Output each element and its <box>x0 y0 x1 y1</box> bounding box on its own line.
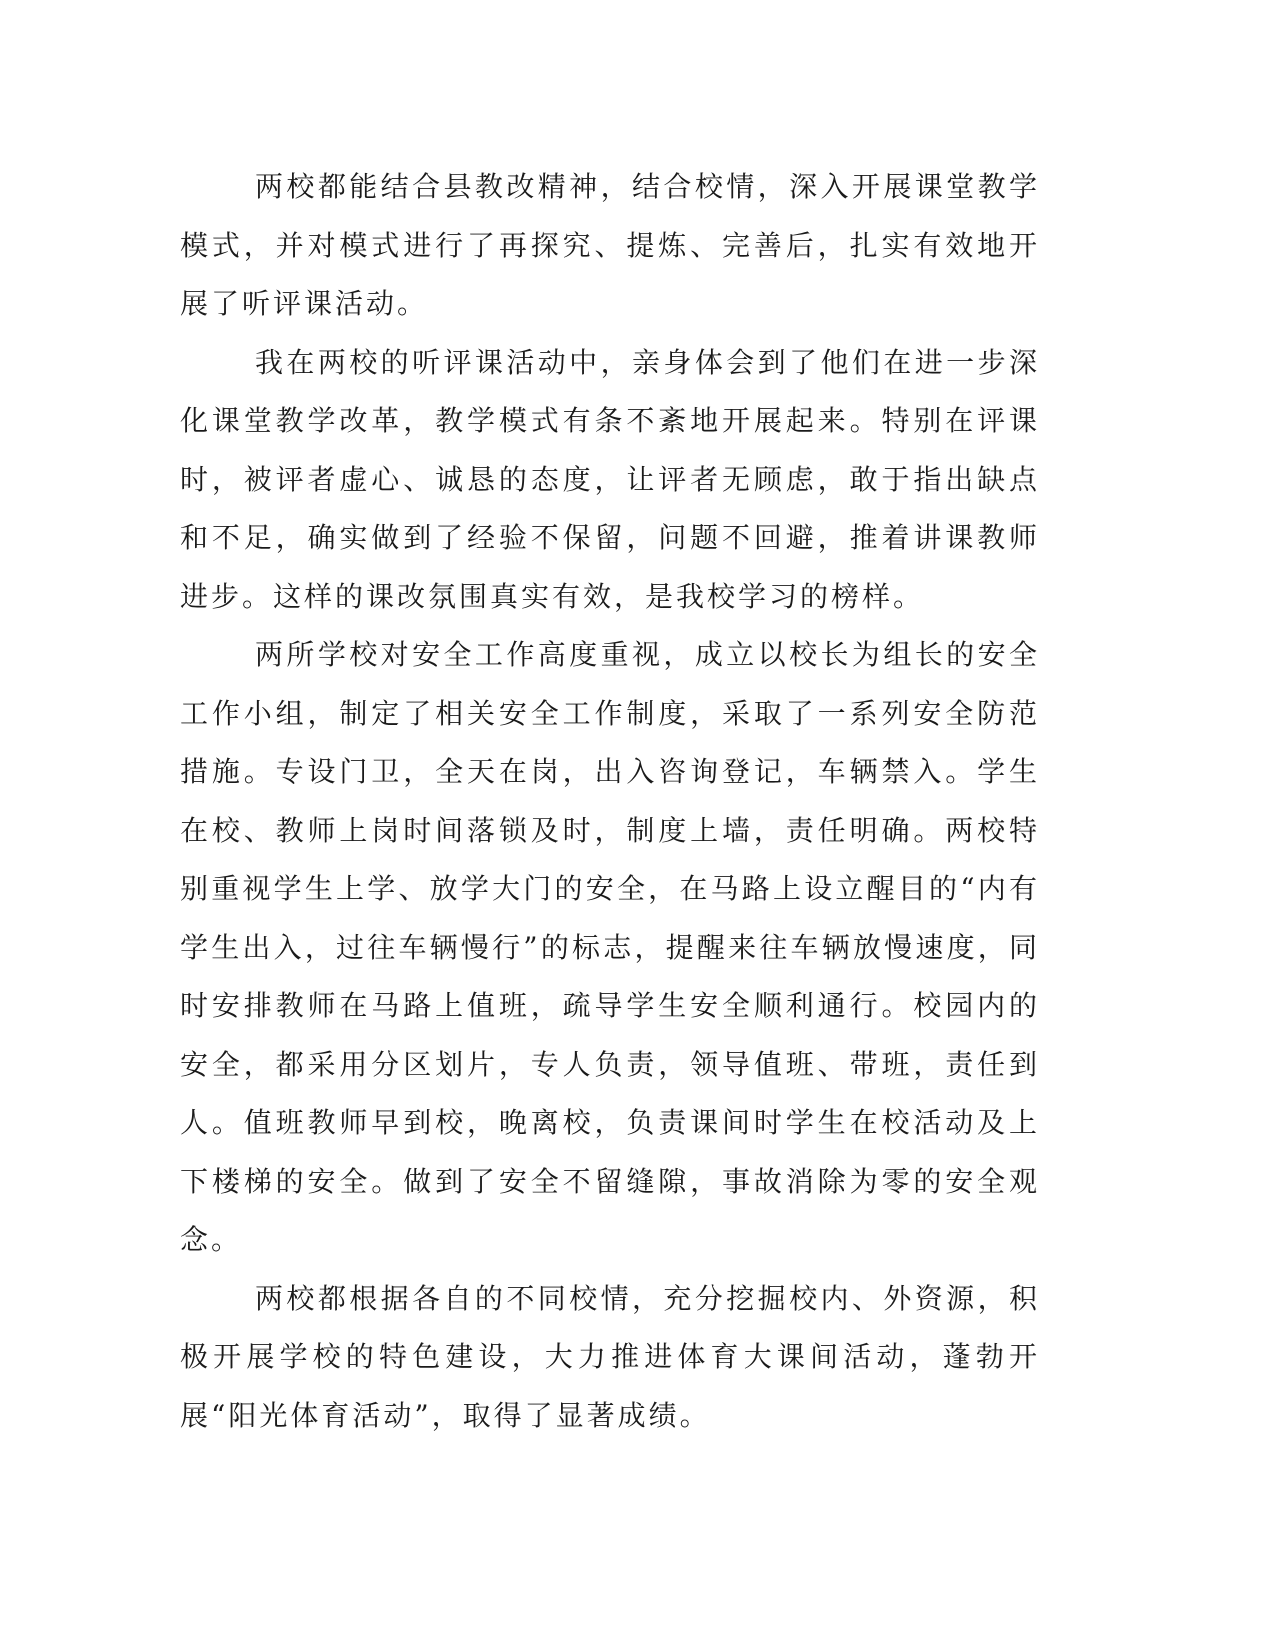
paragraph-teaching-mode: 两校都能结合县教改精神，结合校情，深入开展课堂教学模式，并对模式进行了再探究、提炼、完善后，扎实有效地开展了听评课活动。 <box>180 170 1040 320</box>
paragraph-lesson-evaluation: 我在两校的听评课活动中，亲身体会到了他们在进一步深化课堂教学改革，教学模式有条不紊地开展起来。特别在评课时，被评者虚心、诚恳的态度，让评者无顾虑，敢于指出缺点和不足，确实做到了经验不保留，问题不回避，推着讲课教师进步。这样的课改氛围真实有效，是我校学习的榜样。 <box>180 345 1040 613</box>
document-body <box>180 158 1040 1445</box>
paragraph-safety-work: 两所学校对安全工作高度重视，成立以校长为组长的安全工作小组，制定了相关安全工作制度，采取了一系列安全防范措施。专设门卫，全天在岗，出入咨询登记，车辆禁入。学生在校、教师上岗时间落锁及时，制度上墙，责任明确。两校特别重视学生上学、放学大门的安全，在马路上设立醒目的“内有学生出入，过往车辆慢行”的标志，提醒来往车辆放慢速度，同时安排教师在马路上值班，疏导学生安全顺利通行。校园内的安全，都采用分区划片，专人负责，领导值班、带班，责任到人。值班教师早到校，晚离校，负责课间时学生在校活动及上下楼梯的安全。做到了安全不留缝隙，事故消除为零的安全观念。 <box>180 638 1040 1256</box>
paragraph-special-activities: 两校都根据各自的不同校情，充分挖掘校内、外资源，积极开展学校的特色建设，大力推进体育大课间活动，蓬勃开展“阳光体育活动”，取得了显著成绩。 <box>180 1281 1040 1432</box>
